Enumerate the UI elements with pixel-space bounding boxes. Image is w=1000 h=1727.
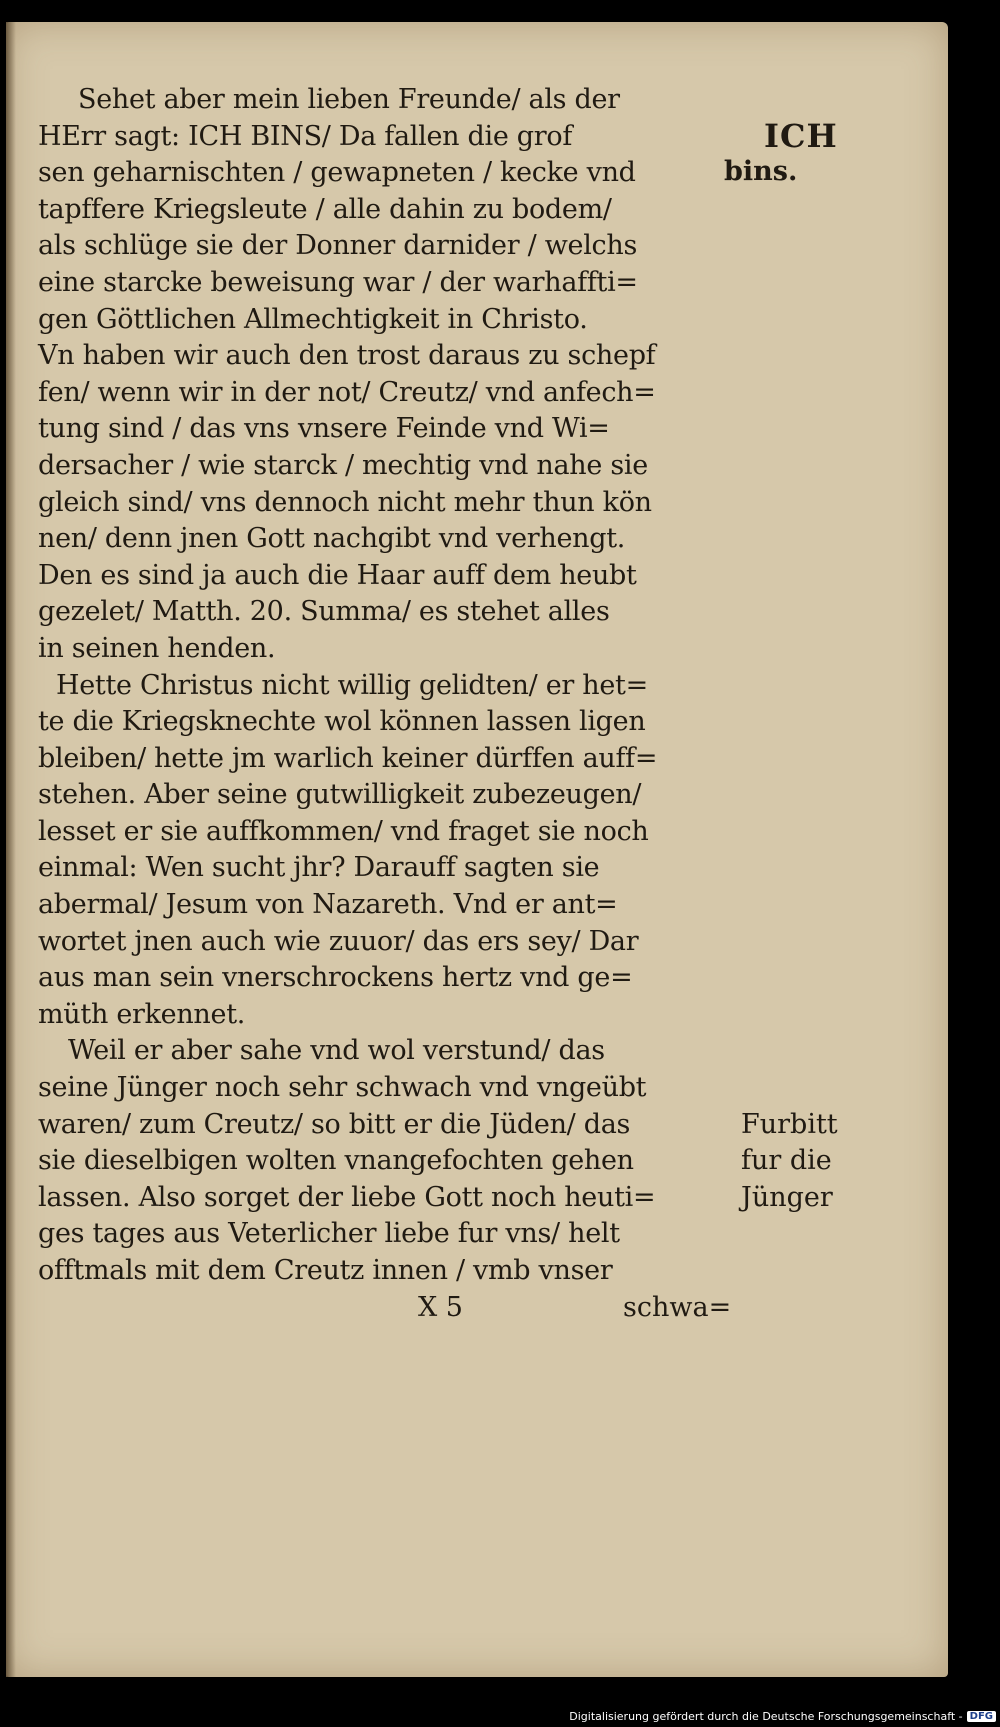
text-line: fen/ wenn wir in der not/ Creutz/ vnd anfech= [38, 376, 656, 408]
dfg-logo-icon: DFG [967, 1711, 996, 1722]
margin-note: ICH [764, 117, 838, 155]
text-line: aus man sein vnerschrockens hertz vnd ge= [38, 962, 633, 994]
text-line: gezelet/ Matth. 20. Summa/ es stehet alles [38, 596, 610, 628]
text-line: te die Kriegsknechte wol können lassen ligen [38, 706, 646, 738]
catchword: schwa= [623, 1291, 732, 1323]
signature-mark: X 5 [418, 1291, 463, 1323]
text-line: abermal/ Jesum von Nazareth. Vnd er ant= [38, 889, 618, 921]
text-line: wortet jnen auch wie zuuor/ das ers sey/ Dar [38, 925, 639, 957]
text-line: als schlüge sie der Donner darnider / welchs [38, 230, 637, 262]
text-line: eine starcke beweisung war / der warhaffti= [38, 266, 638, 298]
credit-text: Digitalisierung gefördert durch die Deutsche Forschungsgemeinschaft - [569, 1710, 963, 1723]
text-line: seine Jünger noch sehr schwach vnd vngeübt [38, 1072, 647, 1104]
text-line: einmal: Wen sucht jhr? Darauff sagten sie [38, 852, 600, 884]
text-line: sie dieselbigen wolten vnangefochten gehen [38, 1145, 634, 1177]
text-line: lesset er sie auffkommen/ vnd fraget sie noch [38, 815, 649, 847]
margin-note: fur die [741, 1145, 832, 1176]
text-line: in seinen henden. [38, 632, 276, 664]
text-line: Den es sind ja auch die Haar auff dem heubt [38, 559, 637, 591]
text-block [38, 82, 732, 1326]
signature-line [38, 1290, 732, 1327]
margin-note: bins. [724, 156, 798, 187]
text-line: sen geharnischten / gewapneten / kecke vnd [38, 157, 636, 189]
text-line: waren/ zum Creutz/ so bitt er die Jüden/ das [38, 1108, 631, 1140]
margin-note: Furbitt [741, 1109, 838, 1140]
digitization-credit [569, 1710, 996, 1723]
text-line: offtmals mit dem Creutz innen / vmb vnser [38, 1255, 613, 1286]
text-line: lassen. Also sorget der liebe Gott noch heuti= [38, 1181, 656, 1213]
text-line: Vn haben wir auch den trost daraus zu schepf [38, 340, 656, 372]
text-line: tung sind / das vns vnsere Feinde vnd Wi= [38, 413, 610, 445]
text-line: bleiben/ hette jm warlich keiner dürffen auff= [38, 742, 658, 774]
text-line: Hette Christus nicht willig gelidten/ er het= [56, 669, 648, 701]
text-line: dersacher / wie starck / mechtig vnd nahe sie [38, 449, 648, 481]
text-line: gen Göttlichen Allmechtigkeit in Christo. [38, 303, 588, 335]
text-line: Sehet aber mein lieben Freunde/ als der [78, 84, 620, 115]
text-line: Weil er aber sahe vnd wol verstund/ das [68, 1035, 605, 1067]
text-line: tapffere Kriegsleute / alle dahin zu bodem/ [38, 193, 612, 225]
text-line: müth erkennet. [38, 998, 246, 1030]
text-line: HErr sagt: ICH BINS/ Da fallen die grof [38, 120, 573, 152]
text-line: nen/ denn jnen Gott nachgibt vnd verhengt. [38, 523, 626, 555]
text-line: ges tages aus Veterlicher liebe fur vns/ helt [38, 1218, 620, 1250]
text-line: stehen. Aber seine gutwilligkeit zubezeugen/ [38, 779, 642, 811]
margin-note: Jünger [741, 1182, 833, 1213]
book-page [6, 22, 948, 1677]
text-line: gleich sind/ vns dennoch nicht mehr thun kön [38, 486, 652, 518]
